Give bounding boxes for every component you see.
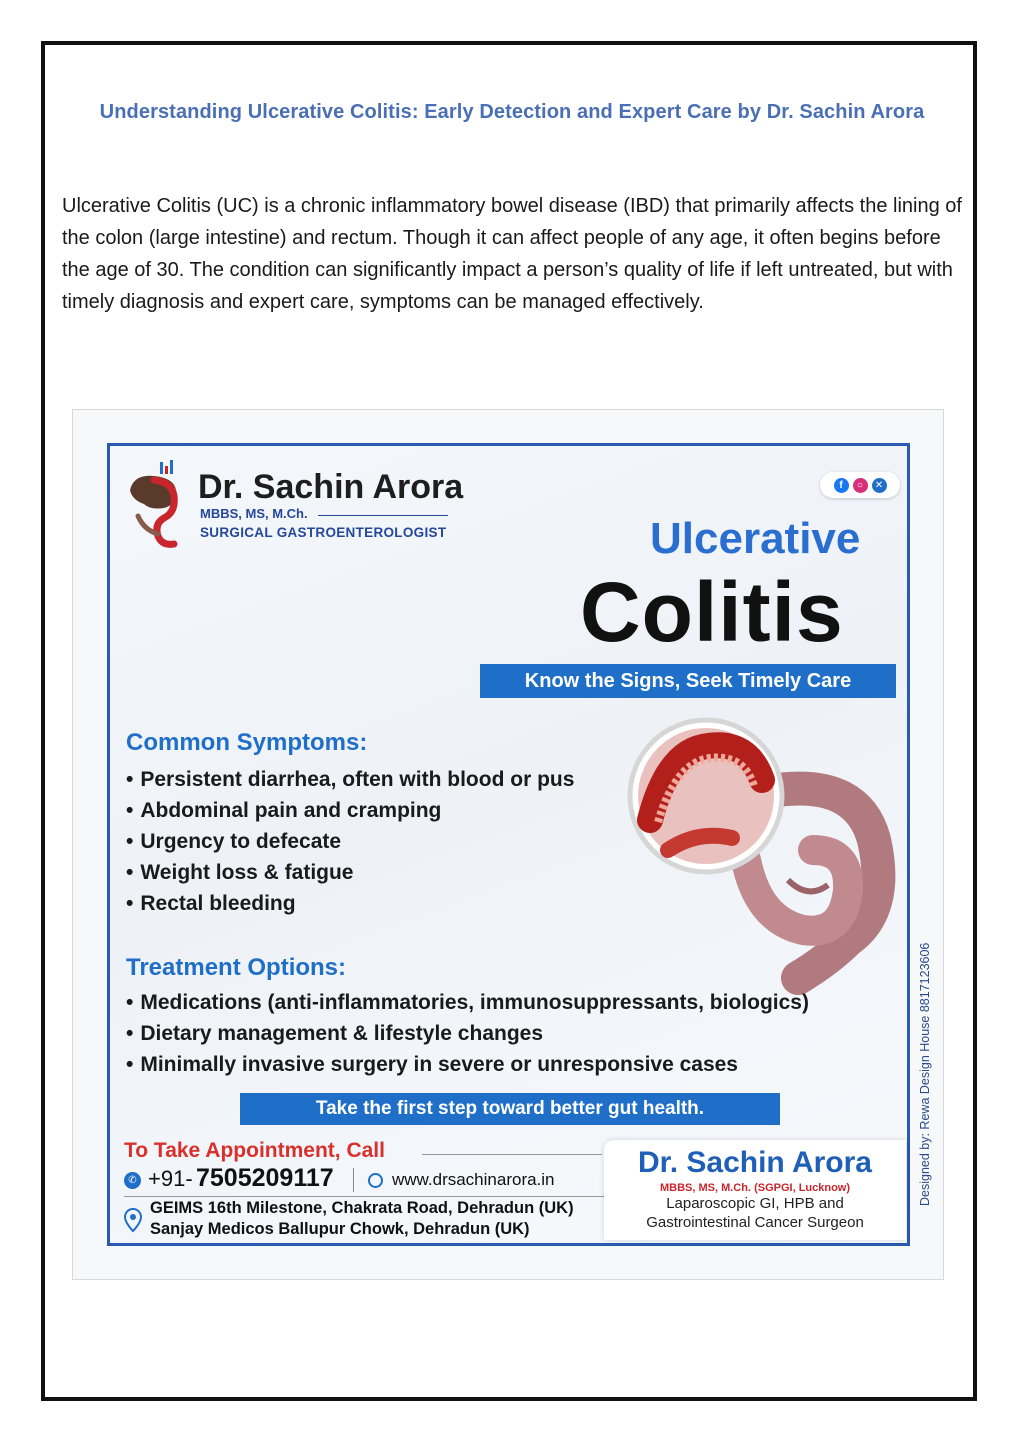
cta-banner: Take the first step toward better gut health. (240, 1093, 780, 1125)
treatment-heading: Treatment Options: (126, 954, 347, 981)
divider (353, 1168, 354, 1192)
phone-prefix: +91- (148, 1166, 193, 1191)
social-icons (820, 472, 900, 498)
location-pin-icon (124, 1208, 142, 1232)
doctor-qualifications: MBBS, MS, M.Ch. (200, 506, 308, 521)
treatment-list (126, 987, 809, 1080)
website-link[interactable]: www.drsachinarora.in (392, 1170, 555, 1189)
card-role-line-2: Gastrointestinal Cancer Surgeon (646, 1214, 864, 1231)
list-item: • Persistent diarrhea, often with blood or pus (126, 764, 574, 795)
phone-icon: ✆ (124, 1172, 141, 1189)
appointment-label: To Take Appointment, Call (124, 1139, 385, 1162)
card-doctor-name: Dr. Sachin Arora (638, 1146, 872, 1179)
hero-title-ulcerative: Ulcerative (650, 514, 861, 563)
intro-paragraph: Ulcerative Colitis (UC) is a chronic inflammatory bowel disease (IBD) that primarily affects the lining of the colon (large intestine) and rectum. Though it can affect people of any age, it often begins before the age of 30. The condition can significantly impact a person’s quality of life if left untreated, but with timely diagnosis and expert care, symptoms can be managed effectively. (62, 195, 962, 313)
instagram-icon[interactable]: ○ (853, 478, 868, 493)
symptoms-heading: Common Symptoms: (126, 729, 368, 756)
phone-number[interactable]: 7505209117 (196, 1164, 334, 1192)
divider (124, 1196, 604, 1197)
doctor-card (604, 1140, 906, 1240)
colon-illustration (628, 710, 898, 990)
card-qualifications: MBBS, MS, M.Ch. (SGPGI, Lucknow) (659, 1182, 851, 1194)
address-line-2: Sanjay Medicos Ballupur Chowk, Dehradun (UK) (150, 1220, 530, 1238)
globe-icon (368, 1173, 383, 1188)
digestive-logo-icon (124, 460, 190, 550)
divider (318, 515, 448, 516)
list-item: • Urgency to defecate (126, 826, 574, 857)
doctor-specialty: SURGICAL GASTROENTEROLOGIST (200, 525, 447, 540)
tagline-banner: Know the Signs, Seek Timely Care (480, 664, 896, 698)
list-item: • Medications (anti-inflammatories, immunosuppressants, biologics) (126, 987, 809, 1018)
address-line-1: GEIMS 16th Milestone, Chakrata Road, Dehradun (UK) (150, 1199, 574, 1217)
list-item: • Minimally invasive surgery in severe or unresponsive cases (126, 1049, 809, 1080)
list-item: • Abdominal pain and cramping (126, 795, 574, 826)
facebook-icon[interactable]: f (834, 478, 849, 493)
hero-title-colitis: Colitis (580, 565, 844, 659)
symptoms-list (126, 764, 574, 919)
doctor-name: Dr. Sachin Arora (198, 468, 464, 506)
list-item: • Rectal bleeding (126, 888, 574, 919)
x-icon[interactable]: ✕ (872, 478, 887, 493)
list-item: • Weight loss & fatigue (126, 857, 574, 888)
poster (107, 443, 932, 1246)
divider (422, 1154, 602, 1155)
list-item: • Dietary management & lifestyle changes (126, 1018, 809, 1049)
designer-credit: Designed by: Rewa Design House 8817123606 (918, 942, 932, 1206)
card-role-line-1: Laparoscopic GI, HPB and (666, 1195, 844, 1212)
document-title: Understanding Ulcerative Colitis: Early Detection and Expert Care by Dr. Sachin Arora (99, 101, 925, 123)
